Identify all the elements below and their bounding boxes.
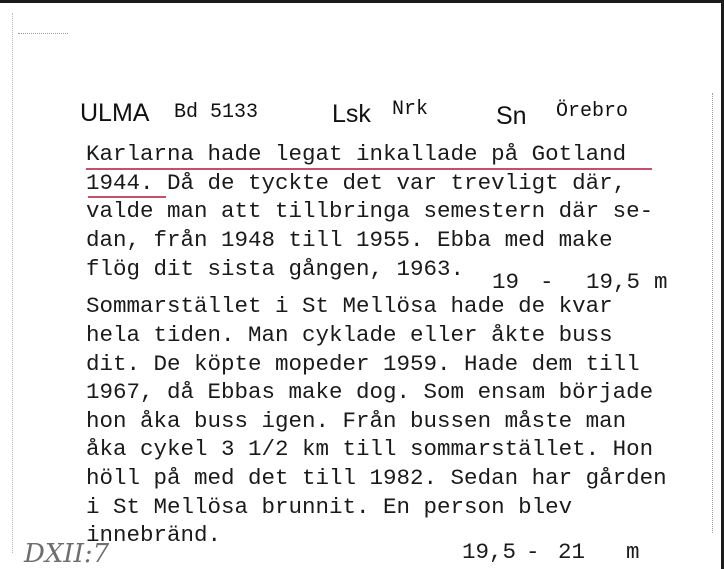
text-line: åka cykel 3 1/2 km till sommarstället. Hon <box>86 436 654 462</box>
range-2-dash: - <box>526 539 540 565</box>
text-line: dan, från 1948 till 1955. Ebba med make <box>86 227 613 253</box>
range-1-to: 19,5 <box>586 269 641 295</box>
card-left-edge <box>12 13 13 553</box>
text-line: Sommarstället i St Mellösa hade de kvar <box>86 293 613 319</box>
range-1-from: 19 <box>492 269 520 295</box>
sn-label: Sn <box>496 102 527 130</box>
text-line: Karlarna hade legat inkallade på Gotland <box>86 141 627 167</box>
collection-label: ULMA <box>80 99 150 127</box>
lsk-label: Lsk <box>332 100 371 128</box>
range-1-unit: m <box>654 269 668 295</box>
range-2-unit: m <box>626 539 640 565</box>
text-line: flög dit sista gången, 1963. <box>86 256 465 282</box>
handwritten-mark: DXII:7 <box>24 539 110 569</box>
accession-number: Bd 5133 <box>174 101 259 124</box>
text-line: 1944. Då de tyckte det var trevligt där, <box>86 170 627 196</box>
text-line: dit. De köpte mopeder 1959. Hade dem till <box>86 351 640 377</box>
text-line: i St Mellösa brunnit. En person blev <box>86 494 573 520</box>
text-line: hon åka buss igen. Från bussen måste man <box>86 408 627 434</box>
text-line: 1967, då Ebbas make dog. Som ensam började <box>86 379 654 405</box>
text-line: valde man att tillbringa semestern där se- <box>86 198 654 224</box>
text-line: höll på med det till 1982. Sedan har gården <box>86 465 667 491</box>
range-1-dash: - <box>540 269 554 295</box>
text-line: innebränd. <box>86 522 222 548</box>
text-line: hela tiden. Man cyklade eller åkte buss <box>86 322 613 348</box>
card-right-edge <box>712 93 713 533</box>
sn-value: Örebro <box>556 100 629 123</box>
range-2-to: 21 <box>558 539 586 565</box>
lsk-value: Nrk <box>392 98 429 121</box>
range-2-from: 19,5 <box>462 539 517 565</box>
card-top-marks <box>18 33 68 34</box>
